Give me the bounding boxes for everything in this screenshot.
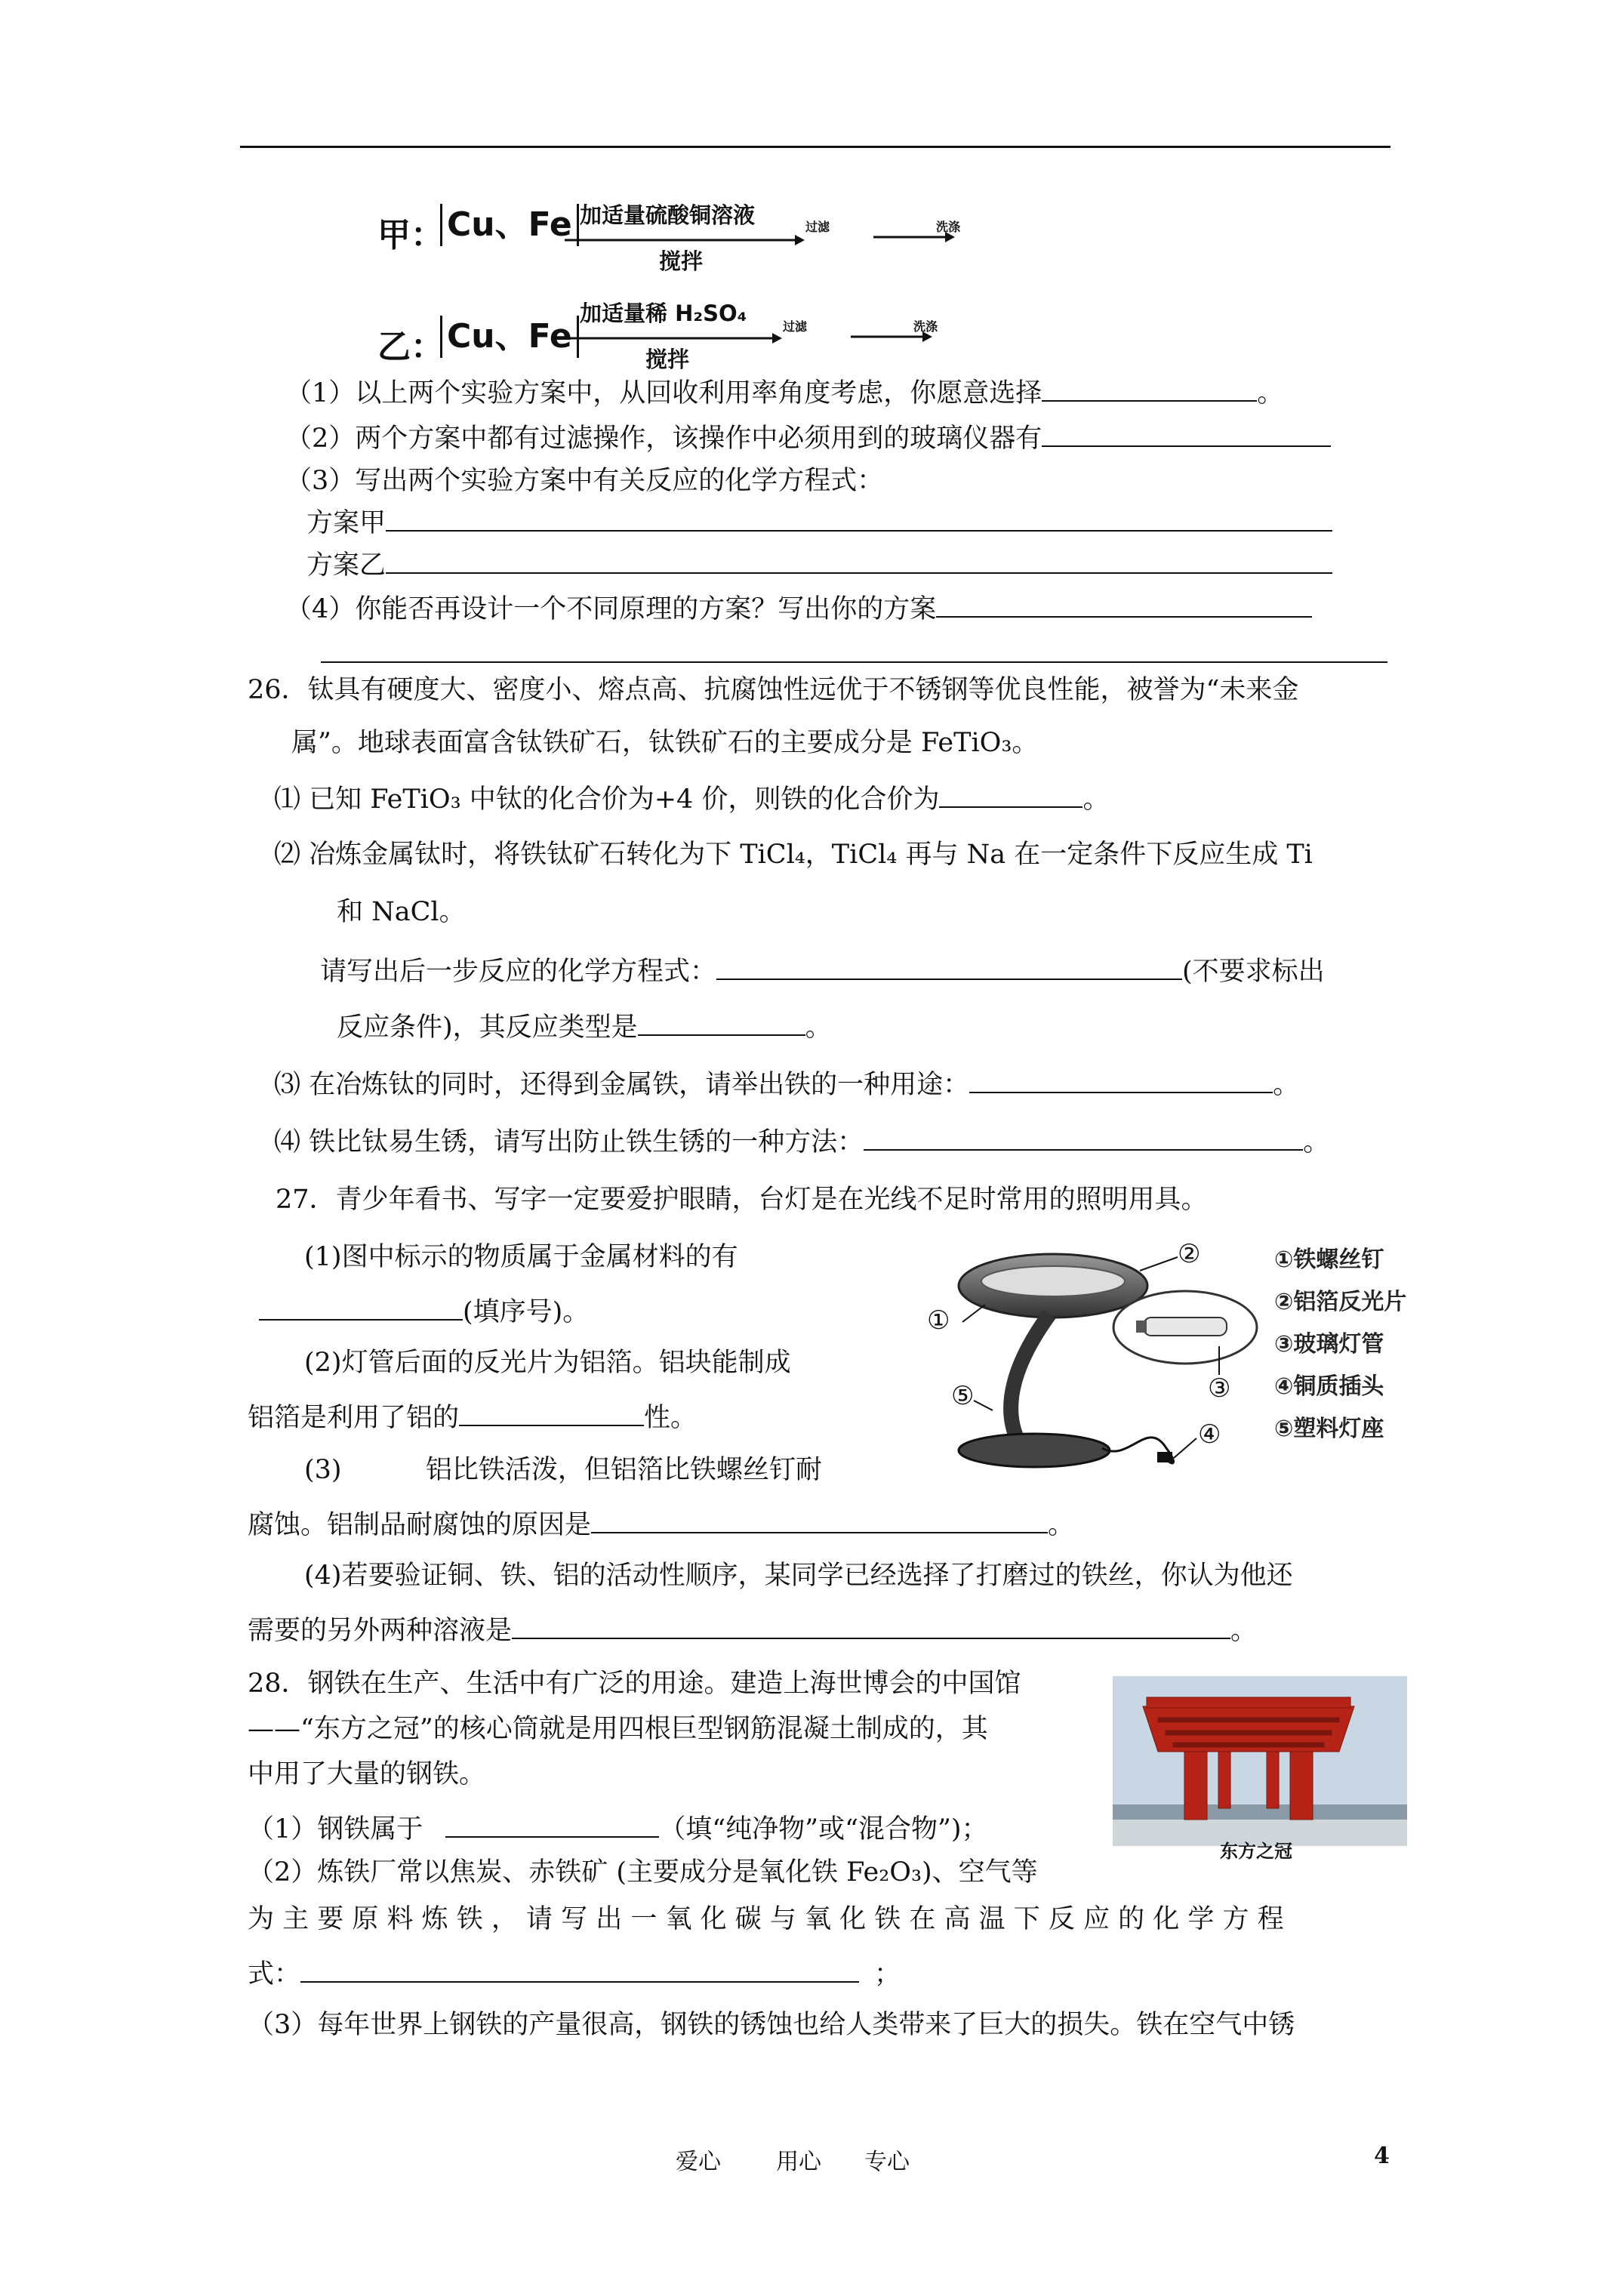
q26-item4: ⑷ 铁比钛易生锈，请写出防止铁生锈的一种方法： 。 [274,1123,1329,1159]
q26-item2-line2: 和 NaCl。 [337,897,466,927]
q27-answer3-blank[interactable] [591,1506,1048,1533]
scheme-yi [377,319,444,368]
header-rule [240,146,1390,148]
lamp-mark-3: ③ [1208,1373,1231,1404]
q25-answer1-blank[interactable] [1042,374,1257,402]
scheme-jia-reactants: Cu、Fe [440,204,579,246]
q25-scheme-jia: 方案甲 [306,504,1332,540]
q27-intro: 27．青少年看书、写字一定要爱护眼睛，台灯是在光线不足时常用的照明用具。 [276,1185,1208,1215]
q26-intro-line2: 属”。地球表面富含钛铁矿石，钛铁矿石的主要成分是 FeTiO₃。 [291,728,1039,758]
q28-intro-line3: 中用了大量的钢铁。 [248,1759,486,1789]
q28-intro-line2: ——“东方之冠”的核心筒就是用四根巨型钢筋混凝土制成的，其 [248,1714,988,1744]
q27-item4-line2: 需要的另外两种溶液是 。 [248,1612,1257,1647]
q26-item1: ⑴ 已知 FeTiO₃ 中钛的化合价为+4 价，则铁的化合价为 。 [274,781,1109,816]
q25-item2: （2）两个方案中都有过滤操作，该操作中必须用到的玻璃仪器有 [285,420,1331,455]
q27-answer4-blank[interactable] [512,1612,1230,1639]
q26-equation-blank[interactable] [716,953,1182,980]
scheme-yi-condition: 加适量稀 H₂SO₄ [580,300,747,326]
footer-right: 专心 [864,2149,910,2175]
q25-scheme-yi: 方案乙 [306,547,1332,582]
q27-item3-line1: (3) 铝比铁活泼，但铝箔比铁螺丝钉耐 [304,1455,822,1485]
q27-item1-line1: (1)图中标示的物质属于金属材料的有 [304,1242,738,1272]
lamp-mark-5: ⑤ [951,1381,975,1411]
q27-item2-line1: (2)灯管后面的反光片为铝箔。铝块能制成 [304,1348,791,1378]
q28-item1: （1）钢铁属于 （填“纯净物”或“混合物”)； [248,1811,988,1846]
q26-item2-line3: 请写出后一步反应的化学方程式： (不要求标出 [320,953,1325,988]
q27-item2-line2: 铝箔是利用了铝的 性。 [248,1399,697,1435]
q28-equation-blank[interactable] [300,1955,859,1983]
scheme-yi-reactants: Cu、Fe [440,316,579,358]
q28-item2-line1: （2）炼铁厂常以焦炭、赤铁矿 (主要成分是氧化铁 Fe₂O₃)、空气等 [248,1857,1038,1888]
q28-intro-line1: 28．钢铁在生产、生活中有广泛的用途。建造上海世博会的中国馆 [248,1669,1021,1699]
q26-answer4-blank[interactable] [864,1123,1303,1151]
q28-item3: （3）每年世界上钢铁的产量很高，钢铁的锈蚀也给人类带来了巨大的损失。铁在空气中锈 [248,2010,1295,2040]
lamp-label-3: ③玻璃灯管 [1274,1331,1384,1358]
q27-item1-line2: (填序号)。 [259,1293,589,1329]
scheme-yi-wash: 洗涤 [913,319,938,334]
q26-item3: ⑶ 在冶炼钛的同时，还得到金属铁，请举出铁的一种用途： 。 [274,1066,1299,1102]
q25-item1: （1）以上两个实验方案中，从回收利用率角度考虑，你愿意选择 。 [285,374,1283,410]
q25-answer4-line2[interactable] [321,661,1387,663]
q25-item3: （3）写出两个实验方案中有关反应的化学方程式： [285,466,884,496]
lamp-label-5: ⑤塑料灯座 [1274,1416,1384,1442]
lamp-label-4: ④铜质插头 [1274,1373,1384,1400]
scheme-yi-label: 乙： [377,328,444,366]
q26-item2-line1: ⑵ 冶炼金属钛时，将铁钛矿石转化为下 TiCl₄，TiCl₄ 再与 Na 在一定条件下反应生成 Ti [274,840,1313,870]
q26-reaction-type-blank[interactable] [638,1009,805,1036]
lamp-mark-1: ① [927,1305,950,1336]
q27-answer2-blank[interactable] [459,1399,644,1426]
q25-answer4-blank[interactable] [936,590,1312,618]
q27-item4-line1: (4)若要验证铜、铁、铝的活动性顺序，某同学已经选择了打磨过的铁丝，你认为他还 [304,1561,1293,1591]
q25-answer2-blank[interactable] [1042,420,1331,447]
q25-yi-equation-blank[interactable] [386,547,1332,574]
scheme-jia [377,208,444,256]
china-pavilion-photo [1113,1676,1407,1863]
q27-answer1-blank[interactable] [259,1293,463,1321]
scheme-jia-stir: 搅拌 [659,248,704,274]
footer-mid: 用心 [776,2149,821,2175]
lamp-mark-2: ② [1178,1239,1201,1269]
scheme-jia-filter: 过滤 [805,220,830,234]
lamp-legend [1274,1239,1406,1450]
lamp-label-2: ②铝箔反光片 [1274,1289,1407,1315]
q28-item2-line3: 式： ； [248,1955,901,1991]
scheme-jia-condition: 加适量硫酸铜溶液 [580,202,756,228]
scheme-jia-wash: 洗涤 [936,220,961,234]
q28-answer1-blank[interactable] [445,1811,659,1838]
q26-item2-line4: 反应条件)，其反应类型是 。 [337,1009,832,1044]
footer-left: 爱心 [676,2149,721,2175]
pavilion-illustration [1113,1676,1407,1863]
scheme-yi-stir: 搅拌 [645,347,690,372]
q26-answer3-blank[interactable] [969,1066,1273,1093]
lamp-label-1: ①铁螺丝钉 [1274,1247,1384,1273]
scheme-jia-label: 甲： [377,216,444,254]
q26-intro-line1: 26．钛具有硬度大、密度小、熔点高、抗腐蚀性远优于不锈钢等优良性能，被誉为“未来金 [248,675,1299,705]
page-number: 4 [1374,2143,1390,2169]
scheme-yi-filter: 过滤 [783,319,808,334]
q26-answer1-blank[interactable] [939,781,1083,808]
lamp-mark-4: ④ [1198,1419,1221,1450]
q25-jia-equation-blank[interactable] [386,504,1332,532]
q28-item2-line2: 为 主 要 原 料 炼 铁 ， 请 写 出 一 氧 化 碳 与 氧 化 铁 在 高 温 下 反 应 的 化 学 方 程 [248,1904,1284,1934]
pavilion-caption: 东方之冠 [1220,1841,1292,1862]
q27-item3-line2: 腐蚀。铝制品耐腐蚀的原因是 。 [248,1506,1074,1542]
q25-item4: （4）你能否再设计一个不同原理的方案？写出你的方案 [285,590,1312,626]
